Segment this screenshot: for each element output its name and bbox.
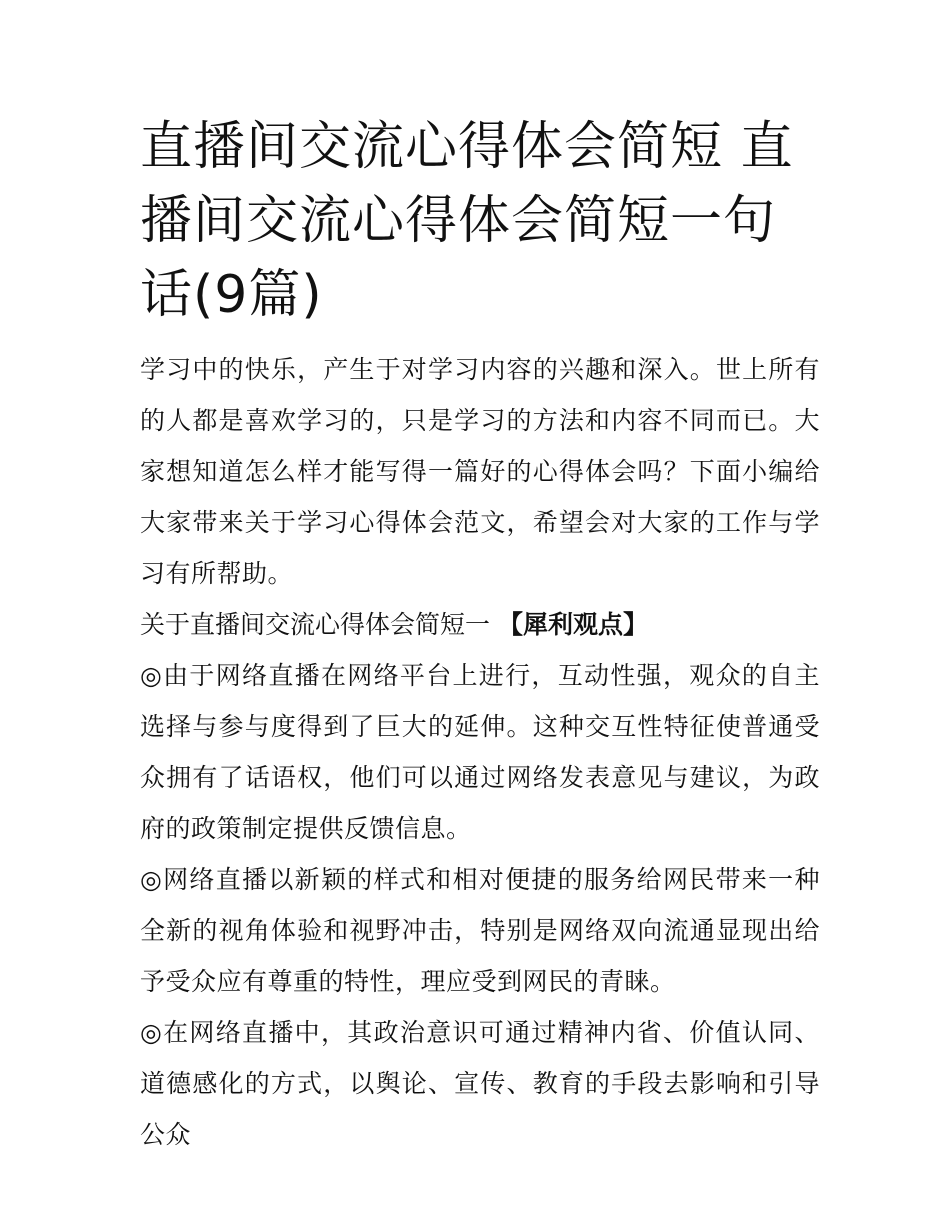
body-paragraph: ◎在网络直播中，其政治意识可通过精神内省、价值认同、道德感化的方式，以舆论、宣传、教育的手段去影响和引导公众: [140, 1018, 820, 1149]
section-heading-tag: 【犀利观点】: [497, 610, 648, 639]
body-paragraph: ◎由于网络直播在网络平台上进行，互动性强，观众的自主选择与参与度得到了巨大的延伸。这种交互性特征使普通受众拥有了话语权，他们可以通过网络发表意见与建议，为政府的政策制定提供反馈信息。: [140, 661, 820, 843]
document-title: 直播间交流心得体会简短 直播间交流心得体会简短一句话(9篇): [140, 117, 794, 325]
document-page: [140, 110, 820, 1160]
intro-paragraph: 学习中的快乐，产生于对学习内容的兴趣和深入。世上所有的人都是喜欢学习的，只是学习的方法和内容不同而已。大家想知道怎么样才能写得一篇好的心得体会吗？下面小编给大家带来关于学习心得体会范文，希望会对大家的工作与学习有所帮助。: [140, 355, 820, 588]
section-heading: [140, 599, 820, 650]
body-paragraph: ◎网络直播以新颖的样式和相对便捷的服务给网民带来一种全新的视角体验和视野冲击，特别是网络双向流通显现出给予受众应有尊重的特性，理应受到网民的青睐。: [140, 865, 820, 996]
section-heading-text: 关于直播间交流心得体会简短一: [140, 610, 491, 639]
